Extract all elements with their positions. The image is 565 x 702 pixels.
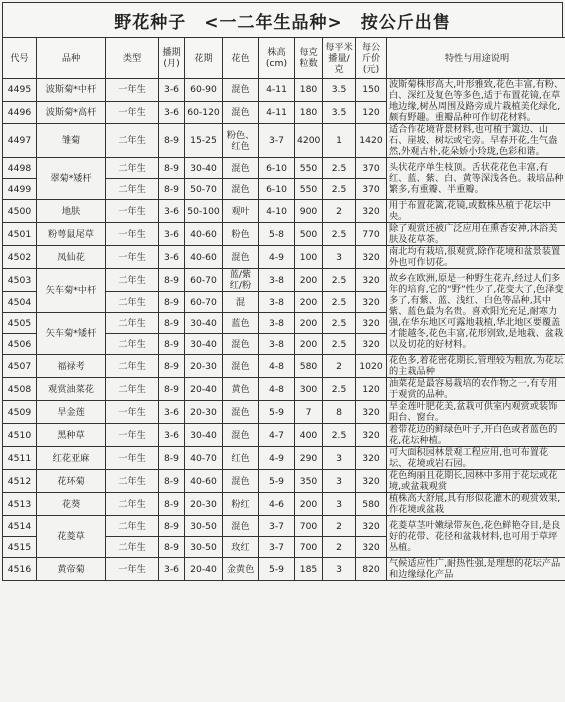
row-bloom: 50-100 [185, 200, 223, 223]
header-height: 株高(cm) [259, 38, 295, 79]
row-bloom: 60-90 [185, 79, 223, 102]
row-height: 6-10 [259, 179, 295, 200]
row-rate: 2.5 [323, 223, 356, 246]
row-rate: 2.5 [323, 378, 356, 401]
row-color: 混色 [223, 470, 259, 493]
row-color: 混色 [223, 246, 259, 269]
row-sow: 3-6 [159, 200, 185, 223]
row-height: 4-9 [259, 447, 295, 470]
row-type: 一年生 [106, 223, 159, 246]
header-name: 品种 [37, 38, 106, 79]
row-desc: 油菜花是最容易栽培的农作物之一,有专用于观赏的品种。 [387, 378, 565, 401]
row-bloom: 60-70 [185, 269, 223, 292]
row-name: 波斯菊*中杆 [37, 79, 106, 102]
row-color: 黄色 [223, 378, 259, 401]
row-bloom: 30-50 [185, 516, 223, 537]
row-sow: 3-6 [159, 223, 185, 246]
row-color: 混色 [223, 334, 259, 355]
row-name: 红花亚麻 [37, 447, 106, 470]
row-code: 4502 [3, 246, 37, 269]
row-price: 320 [356, 313, 387, 334]
table-row [3, 246, 565, 269]
row-type: 一年生 [106, 401, 159, 424]
row-grain: 300 [295, 378, 323, 401]
row-color: 粉色 [223, 223, 259, 246]
table-row [3, 401, 565, 424]
row-sow: 3-6 [159, 401, 185, 424]
row-sow: 8-9 [159, 470, 185, 493]
row-rate: 3 [323, 493, 356, 516]
row-bloom: 20-40 [185, 558, 223, 581]
header-price: 每公斤价(元) [356, 38, 387, 79]
row-sow: 8-9 [159, 313, 185, 334]
table-row [3, 158, 565, 179]
row-grain: 290 [295, 447, 323, 470]
header-rate: 每平米播量/克 [323, 38, 356, 79]
row-name: 黄帝菊 [37, 558, 106, 581]
row-sow: 8-9 [159, 537, 185, 558]
row-grain: 700 [295, 516, 323, 537]
row-sow: 8-9 [159, 493, 185, 516]
row-bloom: 30-40 [185, 424, 223, 447]
row-type: 二年生 [106, 516, 159, 537]
row-bloom: 60-120 [185, 101, 223, 124]
row-type: 一年生 [106, 101, 159, 124]
row-sow: 8-9 [159, 378, 185, 401]
row-type: 二年生 [106, 124, 159, 158]
row-sow: 8-9 [159, 516, 185, 537]
row-sow: 8-9 [159, 334, 185, 355]
row-price: 320 [356, 516, 387, 537]
row-rate: 2.5 [323, 269, 356, 292]
row-type: 一年生 [106, 79, 159, 102]
row-code: 4513 [3, 493, 37, 516]
row-code: 4511 [3, 447, 37, 470]
row-code: 4496 [3, 101, 37, 124]
row-rate: 2.5 [323, 158, 356, 179]
row-name: 矢车菊*矮杆 [37, 313, 106, 355]
row-name: 粉萼鼠尾草 [37, 223, 106, 246]
row-code: 4495 [3, 79, 37, 102]
row-rate: 2.5 [323, 334, 356, 355]
row-desc: 花色绚丽且花期长,园林中多用于花坛或花境,或盆栽观赏 [387, 470, 565, 493]
row-desc: 植株高大舒展,具有形似花灌木的观赏效果,作花境或盆栽 [387, 493, 565, 516]
table-row [3, 558, 565, 581]
row-name: 雏菊 [37, 124, 106, 158]
row-height: 3-8 [259, 269, 295, 292]
row-name: 花环菊 [37, 470, 106, 493]
row-sow: 3-6 [159, 101, 185, 124]
row-grain: 550 [295, 179, 323, 200]
row-name: 黑种草 [37, 424, 106, 447]
header-row [3, 38, 565, 79]
row-grain: 400 [295, 424, 323, 447]
row-color: 红色 [223, 447, 259, 470]
row-grain: 500 [295, 223, 323, 246]
table-row [3, 378, 565, 401]
row-grain: 180 [295, 79, 323, 102]
row-desc: 花色多,着花密花期长,管理较为粗放,为花坛的主栽品种 [387, 355, 565, 378]
table-row [3, 424, 565, 447]
row-bloom: 50-70 [185, 179, 223, 200]
row-type: 二年生 [106, 158, 159, 179]
row-bloom: 30-40 [185, 313, 223, 334]
row-color: 观叶 [223, 200, 259, 223]
row-code: 4501 [3, 223, 37, 246]
row-bloom: 60-70 [185, 292, 223, 313]
row-grain: 200 [295, 493, 323, 516]
row-grain: 200 [295, 313, 323, 334]
row-price: 320 [356, 200, 387, 223]
row-bloom: 20-30 [185, 355, 223, 378]
row-price: 120 [356, 378, 387, 401]
table-row [3, 493, 565, 516]
header-grain: 每克粒数 [295, 38, 323, 79]
row-grain: 100 [295, 246, 323, 269]
row-price: 320 [356, 401, 387, 424]
row-code: 4500 [3, 200, 37, 223]
row-price: 370 [356, 158, 387, 179]
row-price: 320 [356, 292, 387, 313]
row-bloom: 40-70 [185, 447, 223, 470]
row-color: 混色 [223, 355, 259, 378]
row-color: 混色 [223, 158, 259, 179]
row-desc: 适合作花境背景材料,也可植于篱边、山石、崖坡、树坛或宅旁。早春开花,生气盎然,外观古朴,花朵娇小玲珑,色彩和谐。 [387, 124, 565, 158]
table-row [3, 79, 565, 102]
row-name: 花葵 [37, 493, 106, 516]
row-price: 320 [356, 537, 387, 558]
row-color: 蓝色 [223, 313, 259, 334]
row-rate: 3.5 [323, 79, 356, 102]
row-code: 4516 [3, 558, 37, 581]
row-height: 4-10 [259, 200, 295, 223]
row-height: 4-7 [259, 424, 295, 447]
row-rate: 3 [323, 447, 356, 470]
row-code: 4514 [3, 516, 37, 537]
row-bloom: 40-60 [185, 470, 223, 493]
row-bloom: 20-40 [185, 378, 223, 401]
row-height: 4-8 [259, 378, 295, 401]
row-type: 二年生 [106, 378, 159, 401]
table-row [3, 200, 565, 223]
row-rate: 3 [323, 470, 356, 493]
row-rate: 2.5 [323, 179, 356, 200]
row-height: 5-9 [259, 401, 295, 424]
row-rate: 2 [323, 355, 356, 378]
table-row [3, 124, 565, 158]
row-height: 4-8 [259, 355, 295, 378]
row-name: 地肤 [37, 200, 106, 223]
table-row [3, 516, 565, 537]
row-sow: 3-6 [159, 424, 185, 447]
row-height: 3-8 [259, 334, 295, 355]
row-price: 320 [356, 334, 387, 355]
row-color: 混色 [223, 401, 259, 424]
row-desc: 用于布置花篱,花镜,或数株丛植于花坛中央。 [387, 200, 565, 223]
table-row [3, 470, 565, 493]
row-price: 320 [356, 447, 387, 470]
row-sow: 8-9 [159, 179, 185, 200]
header-bloom: 花期 [185, 38, 223, 79]
row-code: 4505 [3, 313, 37, 334]
row-bloom: 40-60 [185, 223, 223, 246]
row-bloom: 30-40 [185, 334, 223, 355]
row-desc: 旱金莲叶肥花美,盆栽可供室内观赏或装饰阳台、窗台。 [387, 401, 565, 424]
row-code: 4504 [3, 292, 37, 313]
row-color: 玫红 [223, 537, 259, 558]
row-code: 4515 [3, 537, 37, 558]
row-rate: 3 [323, 558, 356, 581]
row-height: 3-7 [259, 537, 295, 558]
row-bloom: 40-60 [185, 246, 223, 269]
row-color: 混色 [223, 516, 259, 537]
row-grain: 185 [295, 558, 323, 581]
row-color: 混 [223, 292, 259, 313]
row-type: 一年生 [106, 558, 159, 581]
row-grain: 200 [295, 334, 323, 355]
row-type: 一年生 [106, 447, 159, 470]
row-color: 粉色、红色 [223, 124, 259, 158]
row-name: 花菱草 [37, 516, 106, 558]
header-code: 代号 [3, 38, 37, 79]
row-color: 金黄色 [223, 558, 259, 581]
row-name: 波斯菊*高杆 [37, 101, 106, 124]
row-rate: 1 [323, 124, 356, 158]
row-name: 旱金莲 [37, 401, 106, 424]
row-price: 770 [356, 223, 387, 246]
row-height: 6-10 [259, 158, 295, 179]
row-code: 4499 [3, 179, 37, 200]
row-code: 4507 [3, 355, 37, 378]
header-type: 类型 [106, 38, 159, 79]
table-row [3, 355, 565, 378]
row-grain: 200 [295, 292, 323, 313]
row-bloom: 20-30 [185, 493, 223, 516]
row-type: 二年生 [106, 292, 159, 313]
row-grain: 700 [295, 537, 323, 558]
row-sow: 8-9 [159, 124, 185, 158]
row-desc: 头状花序单生枝顶。舌状花花色丰富,有红、蓝、紫、白、黄等深浅各色。栽培品种繁多,有重瓣、半重瓣。 [387, 158, 565, 200]
row-grain: 180 [295, 101, 323, 124]
header-sow: 播期(月) [159, 38, 185, 79]
row-grain: 550 [295, 158, 323, 179]
row-rate: 2 [323, 200, 356, 223]
row-type: 二年生 [106, 269, 159, 292]
row-name: 观赏油菜花 [37, 378, 106, 401]
row-color: 混色 [223, 179, 259, 200]
row-sow: 8-9 [159, 292, 185, 313]
row-code: 4503 [3, 269, 37, 292]
row-height: 5-8 [259, 223, 295, 246]
row-type: 二年生 [106, 493, 159, 516]
row-sow: 8-9 [159, 269, 185, 292]
row-color: 混色 [223, 79, 259, 102]
row-bloom: 30-40 [185, 158, 223, 179]
row-price: 1020 [356, 355, 387, 378]
row-desc: 波斯菊株形高大,叶形雅致,花色丰富,有粉、白、深红及复色等多色,适于布置花镜,在草地边缘,树丛周围及路旁成片栽植美化绿化,颇有野趣。重瓣品种可作切花材料。 [387, 79, 565, 124]
row-height: 3-7 [259, 516, 295, 537]
row-price: 320 [356, 269, 387, 292]
row-grain: 7 [295, 401, 323, 424]
row-rate: 3 [323, 246, 356, 269]
row-sow: 3-6 [159, 246, 185, 269]
sheet-title: 野花种子 <一二年生品种> 按公斤出售 [2, 2, 563, 37]
row-type: 一年生 [106, 200, 159, 223]
row-code: 4506 [3, 334, 37, 355]
row-type: 二年生 [106, 313, 159, 334]
row-price: 120 [356, 101, 387, 124]
row-desc: 故乡在欧洲,原是一种野生花卉,经过人们多年的培育,它的“野”性少了,花变大了,色泽变多了,有紫、蓝、浅红、白色等品种,其中紫、蓝色最为名贵。喜欢阳光充足,耐寒力强,在华东地区可露地栽植,华北地区要覆盖才能越冬,花色丰富,花形别致,是地栽、盆栽以及切花的好材料。 [387, 269, 565, 355]
row-type: 二年生 [106, 179, 159, 200]
row-height: 4-6 [259, 493, 295, 516]
row-code: 4509 [3, 401, 37, 424]
row-desc: 气候适应性广,耐热性强,是理想的花坛产品和边缘绿化产品 [387, 558, 565, 581]
row-grain: 4200 [295, 124, 323, 158]
row-price: 320 [356, 470, 387, 493]
row-grain: 900 [295, 200, 323, 223]
row-type: 一年生 [106, 424, 159, 447]
row-code: 4512 [3, 470, 37, 493]
row-name: 矢车菊*中杆 [37, 269, 106, 313]
row-rate: 8 [323, 401, 356, 424]
row-price: 1420 [356, 124, 387, 158]
row-rate: 2.5 [323, 424, 356, 447]
row-grain: 200 [295, 269, 323, 292]
row-color: 混色 [223, 101, 259, 124]
row-code: 4510 [3, 424, 37, 447]
row-height: 3-7 [259, 124, 295, 158]
row-color: 蓝/紫红/粉 [223, 269, 259, 292]
row-sow: 8-9 [159, 158, 185, 179]
row-height: 3-8 [259, 292, 295, 313]
row-price: 370 [356, 179, 387, 200]
row-desc: 花菱草茎叶嫩绿带灰色,花色鲜艳夺目,是良好的花带、花径和盆栽材料,也可用于草坪丛植。 [387, 516, 565, 558]
row-desc: 南北均有栽培,很观赏,除作花境和盆景装置外也可作切花。 [387, 246, 565, 269]
row-height: 4-9 [259, 246, 295, 269]
table-row [3, 447, 565, 470]
row-color: 混色 [223, 424, 259, 447]
row-price: 320 [356, 246, 387, 269]
row-price: 150 [356, 79, 387, 102]
row-height: 3-8 [259, 313, 295, 334]
row-height: 4-11 [259, 101, 295, 124]
row-sow: 8-9 [159, 447, 185, 470]
row-sow: 8-9 [159, 355, 185, 378]
row-color: 粉红 [223, 493, 259, 516]
row-code: 4497 [3, 124, 37, 158]
row-type: 二年生 [106, 470, 159, 493]
row-type: 二年生 [106, 334, 159, 355]
row-desc: 除了观赏还被广泛应用在熏香安神,沐浴美肤及花草茶。 [387, 223, 565, 246]
row-desc: 着带花边的鲜绿色叶子,开白色或者蓝色的花,花坛种植。 [387, 424, 565, 447]
row-code: 4498 [3, 158, 37, 179]
row-height: 5-9 [259, 470, 295, 493]
table-row [3, 269, 565, 292]
row-rate: 2.5 [323, 313, 356, 334]
row-grain: 580 [295, 355, 323, 378]
row-height: 4-11 [259, 79, 295, 102]
header-desc: 特性与用途说明 [387, 38, 565, 79]
row-height: 5-9 [259, 558, 295, 581]
row-rate: 2 [323, 537, 356, 558]
row-name: 福禄考 [37, 355, 106, 378]
row-bloom: 30-50 [185, 537, 223, 558]
row-bloom: 15-25 [185, 124, 223, 158]
seed-table [2, 37, 565, 581]
row-name: 翠菊*矮杆 [37, 158, 106, 200]
row-grain: 350 [295, 470, 323, 493]
row-rate: 2.5 [323, 292, 356, 313]
row-type: 二年生 [106, 355, 159, 378]
table-row [3, 223, 565, 246]
row-desc: 可大面积园林景观工程应用,也可布置花坛、花境或岩石园。 [387, 447, 565, 470]
row-rate: 3.5 [323, 101, 356, 124]
row-bloom: 20-30 [185, 401, 223, 424]
header-color: 花色 [223, 38, 259, 79]
row-price: 820 [356, 558, 387, 581]
row-price: 580 [356, 493, 387, 516]
row-type: 一年生 [106, 246, 159, 269]
row-rate: 2 [323, 516, 356, 537]
row-name: 凤仙花 [37, 246, 106, 269]
price-sheet [2, 2, 563, 698]
row-code: 4508 [3, 378, 37, 401]
row-price: 320 [356, 424, 387, 447]
row-type: 二年生 [106, 537, 159, 558]
row-sow: 3-6 [159, 558, 185, 581]
row-sow: 3-6 [159, 79, 185, 102]
